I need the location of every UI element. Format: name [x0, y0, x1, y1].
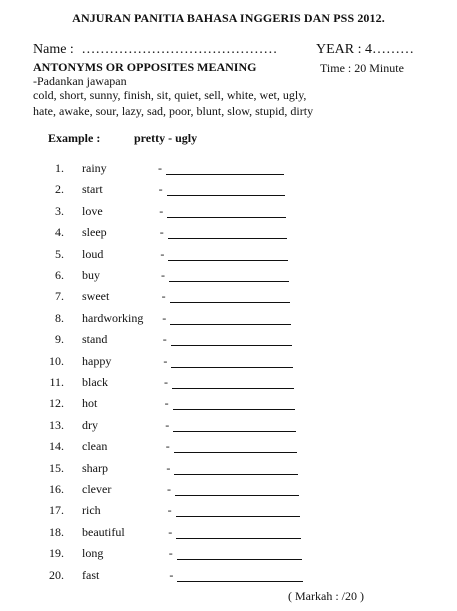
question-number: 13. [49, 417, 64, 432]
question-word: fast [82, 567, 100, 582]
answer-dash: - [164, 396, 169, 411]
question-number: 14. [49, 439, 64, 454]
question-number: 15. [49, 460, 64, 475]
answer-dash: - [161, 289, 166, 304]
question-number: 19. [49, 546, 64, 561]
answer-dash: - [162, 310, 167, 325]
question-word: hot [82, 396, 98, 411]
question-word: sweet [82, 289, 110, 304]
answer-blank-line[interactable] [175, 495, 299, 496]
section-title: ANTONYMS OR OPPOSITES MEANING [33, 60, 257, 74]
question-number: 12. [49, 396, 64, 411]
question-word: love [82, 203, 103, 218]
question-number: 2. [55, 182, 64, 197]
answer-dash: - [167, 503, 172, 518]
answer-dash: - [159, 203, 164, 218]
answer-blank-line[interactable] [177, 559, 302, 560]
answer-dash: - [159, 225, 164, 240]
answer-dash: - [168, 546, 173, 561]
question-word: rainy [82, 161, 107, 175]
question-word: sleep [82, 225, 107, 240]
time-limit: Time : 20 Minute [320, 61, 404, 75]
question-word: happy [82, 353, 112, 368]
question-word: loud [82, 246, 104, 261]
answer-dash: - [164, 375, 168, 389]
answer-dash: - [158, 161, 162, 175]
question-word: buy [82, 268, 100, 282]
answer-dash: - [158, 182, 163, 197]
question-number: 10. [49, 353, 64, 368]
answer-blank-line[interactable] [176, 538, 301, 539]
question-number: 4. [55, 225, 64, 240]
answer-dash: - [165, 439, 170, 454]
question-word: start [82, 182, 103, 197]
question-number: 18. [49, 524, 64, 539]
example-label: Example : [48, 131, 101, 145]
answer-blank-line[interactable] [166, 174, 284, 175]
question-word: rich [82, 503, 101, 518]
answer-dash: - [160, 246, 165, 261]
question-number: 5. [55, 246, 64, 261]
answer-blank-line[interactable] [168, 260, 288, 261]
answer-dash: - [169, 567, 174, 582]
question-number: 1. [55, 161, 64, 175]
question-word: sharp [82, 460, 108, 475]
question-number: 16. [49, 482, 64, 496]
answer-blank-line[interactable] [177, 581, 303, 582]
year-field: YEAR : 4……… [316, 42, 414, 57]
name-label: Name : [33, 42, 74, 57]
answer-dash: - [167, 482, 171, 496]
answer-blank-line[interactable] [172, 388, 294, 389]
answer-dash: - [165, 417, 170, 432]
question-number: 8. [55, 310, 64, 325]
question-word: stand [82, 332, 108, 347]
question-word: clean [82, 439, 108, 454]
answer-dash: - [161, 268, 165, 282]
question-number: 20. [49, 567, 64, 582]
answer-blank-line[interactable] [170, 302, 290, 303]
answer-blank-line[interactable] [169, 281, 289, 282]
answer-blank-line[interactable] [167, 195, 285, 196]
name-dots: …………………………………… [81, 42, 278, 57]
answer-blank-line[interactable] [167, 217, 286, 218]
answer-blank-line[interactable] [174, 452, 297, 453]
question-number: 3. [55, 203, 64, 218]
answer-blank-line[interactable] [174, 474, 298, 475]
answer-blank-line[interactable] [173, 409, 295, 410]
answer-dash: - [166, 460, 171, 475]
instruction: -Padankan jawapan [33, 74, 127, 88]
word-bank-line-2: hate, awake, sour, lazy, sad, poor, blunt, slow, stupid, dirty [33, 104, 314, 118]
example-pair: pretty - ugly [134, 131, 198, 145]
question-word: clever [82, 482, 112, 496]
answer-dash: - [162, 332, 167, 347]
question-number: 6. [55, 268, 64, 282]
answer-dash: - [163, 353, 168, 368]
answer-blank-line[interactable] [173, 431, 296, 432]
question-word: beautiful [82, 524, 125, 539]
answer-blank-line[interactable] [176, 516, 300, 517]
question-number: 17. [49, 503, 64, 518]
answer-blank-line[interactable] [168, 238, 287, 239]
answer-blank-line[interactable] [170, 324, 291, 325]
question-word: long [82, 546, 104, 561]
marks-box: ( Markah : /20 ) [288, 589, 364, 603]
question-number: 11. [49, 375, 64, 389]
worksheet-header: ANJURAN PANITIA BAHASA INGGERIS DAN PSS 2012. [72, 11, 385, 25]
question-number: 9. [55, 332, 64, 347]
question-number: 7. [55, 289, 64, 304]
answer-blank-line[interactable] [171, 345, 292, 346]
question-word: black [82, 375, 108, 389]
question-word: hardworking [82, 310, 144, 325]
question-word: dry [82, 417, 98, 432]
name-field [33, 42, 277, 58]
answer-dash: - [168, 524, 173, 539]
word-bank-line-1: cold, short, sunny, finish, sit, quiet, sell, white, wet, ugly, [33, 88, 307, 102]
answer-blank-line[interactable] [171, 367, 293, 368]
